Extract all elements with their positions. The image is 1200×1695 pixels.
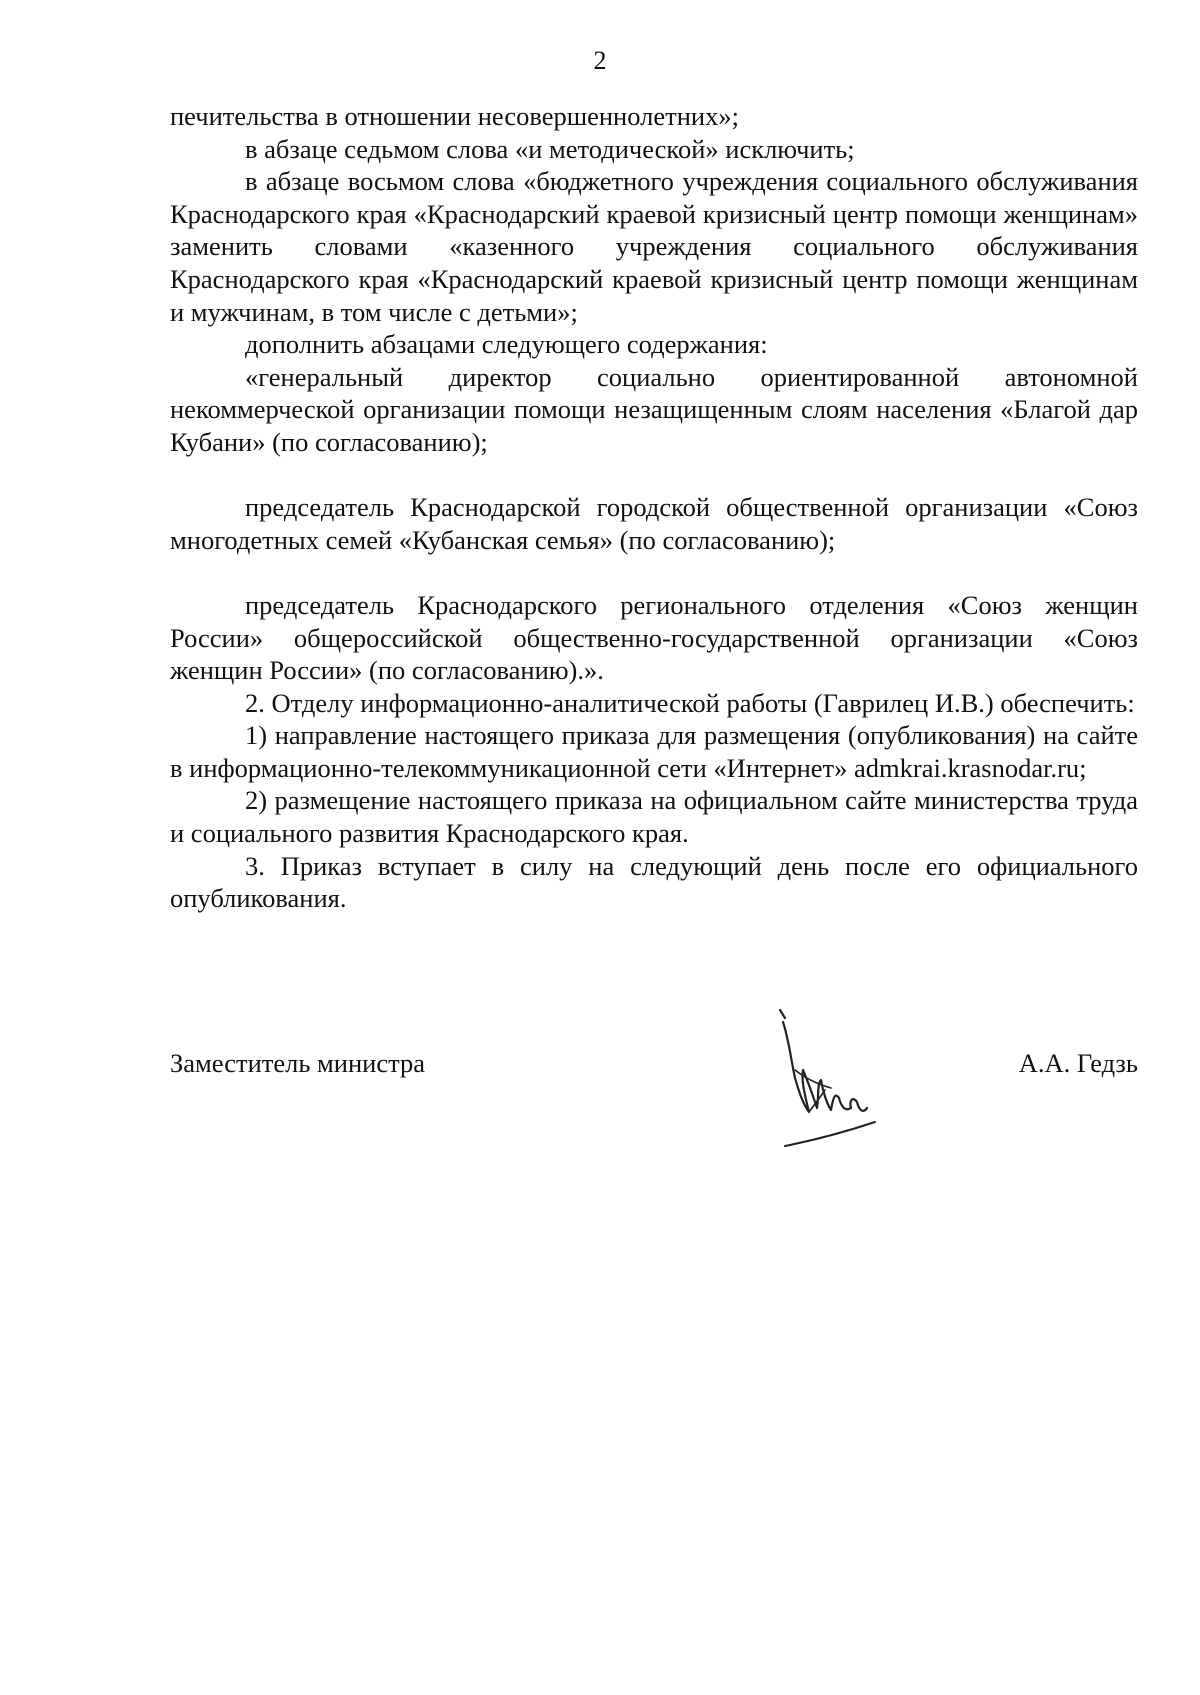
paragraph-member-soyuz-zhenshchin: председатель Краснодарского регионального отделения «Союз женщин России» общероссийской общественно-государственной организации «Союз женщин России» (по согласованию).». [170,589,1138,686]
blank-line [170,556,1138,589]
paragraph-member-kubanskaya-semya: председатель Краснодарской городской общественной организации «Союз многодетных семей «Кубанская семья» (по согласованию); [170,492,1138,555]
signatory-title: Заместитель министра [170,1048,426,1078]
blank-line [170,459,1138,492]
document-body [170,100,1138,915]
paragraph-continuation: печительства в отношении несовершеннолетних»; [170,101,739,131]
paragraph-supplement-intro: дополнить абзацами следующего содержания: [245,329,768,360]
signatory-name: А.А. Гедзь [1018,1048,1138,1078]
paragraph-amendment-eighth: в абзаце восьмом слова «бюджетного учреждения социального обслуживания Краснодарского края «Краснодарский краевой кризисный центр помощи женщинам» заменить словами «казенного учреждения социального обслуживания Краснодарского края «Краснодарский краевой кризисный центр помощи женщинам и мужчинам, в том числе с детьми»; [170,166,1138,327]
handwritten-signature-icon [765,1000,885,1150]
paragraph-amendment-seventh: в абзаце седьмом слова «и методической» исключить; [245,133,855,164]
paragraph-item-2-2: 2) размещение настоящего приказа на официальном сайте министерства труда и социального развития Краснодарского края. [170,785,1138,849]
paragraph-item-2-1: 1) направление настоящего приказа для размещения (опубликования) на сайте в информационно-телекоммуникационной сети «Интернет» admkrai.krasnodar.ru; [170,720,1138,783]
paragraph-item-2: 2. Отделу информационно-аналитической работы (Гаврилец И.В.) обеспечить: [245,687,1135,718]
page-number: 2 [593,46,607,75]
paragraph-item-3: 3. Приказ вступает в силу на следующий день после его официального опубликования. [170,850,1138,914]
paragraph-member-blagoy-dar: «генеральный директор социально ориентированной автономной некоммерческой организации помощи незащищенным слоям населения «Благой дар Кубани» (по согласованию); [170,361,1138,457]
